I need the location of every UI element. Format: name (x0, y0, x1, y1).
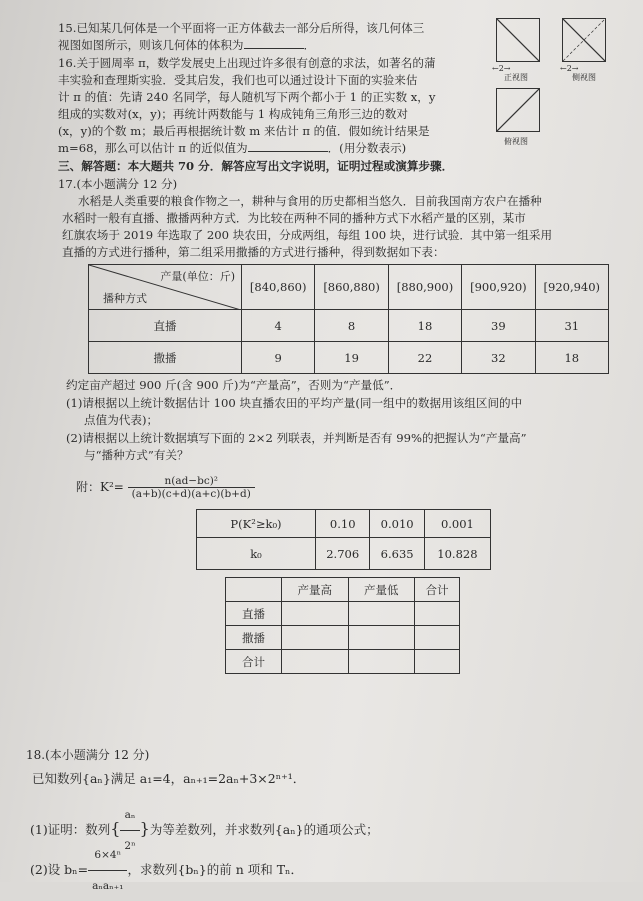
table-cell: 8 (315, 310, 388, 342)
q17-para-3: 红旗农场于 2019 年选取了 200 块农田，分成两组，每组 100 块，进行试验．其中第一组采用 (62, 228, 553, 242)
q16-line-3: 计 π 的值：先请 240 名同学，每人随机写下两个都小于 1 的正实数 x，y (58, 90, 436, 104)
q18-part-1: (1)证明：数列{ $\frac{\text{aₙ}}{\text{2ⁿ}}$ }为等差数列，并求数列{aₙ}的通项公式； (30, 800, 379, 861)
table-header-cell: 产量低 (348, 578, 415, 602)
table-header-cell: 产量高 (282, 578, 349, 602)
empty-cell (348, 650, 415, 674)
row-label: 直播 (89, 310, 242, 342)
contingency-table (225, 577, 460, 674)
table-corner-cell (89, 265, 242, 310)
corner-top-label: 产量(单位：斤) (160, 270, 235, 283)
empty-cell (415, 626, 460, 650)
top-view-caption: 俯视图 (504, 137, 528, 146)
q18-part-1-num: aₙ (120, 800, 139, 831)
q18-part-2-pre: (2)设 bₙ= (30, 862, 89, 877)
q18-part-2 (30, 840, 303, 901)
q18-part-1-pre: (1)证明：数列 (30, 822, 111, 837)
table-cell: 31 (535, 310, 608, 342)
q17-para-2: 水稻时一般有直播、撒播两种方式．为比较在两种不同的播种方式下水稻产量的区别，某市 (62, 211, 526, 225)
table-cell: 2.706 (316, 538, 370, 570)
yield-data-table (88, 264, 609, 374)
row-label: 撒播 (89, 342, 242, 374)
formula-denominator: (a+b)(c+d)(a+c)(b+d) (131, 488, 251, 500)
k-squared-formula (76, 475, 255, 500)
top-view (496, 88, 540, 132)
q17-sub1-line-1: (1)请根据以上统计数据估计 100 块直播农田的平均产量(同一组中的数据用该组区间的中 (66, 396, 523, 410)
p-label: P(K²≥k₀) (197, 510, 316, 538)
front-view (496, 18, 540, 62)
table-cell: 0.10 (316, 510, 370, 538)
table-cell: 6.635 (370, 538, 424, 570)
formula-numerator: n(ad−bc)² (128, 475, 255, 488)
side-view (562, 18, 606, 62)
row-label: 直播 (226, 602, 282, 626)
q17-para-1: 水稻是人类重要的粮食作物之一，耕种与食用的历史都相当悠久．目前我国南方农户在播种 (78, 194, 542, 208)
formula-lead: 附：K²= (76, 480, 124, 494)
empty-cell (348, 602, 415, 626)
q16-line-6 (58, 140, 406, 157)
q17-note: 约定亩产超过 900 斤(含 900 斤)为“产量高”，否则为“产量低”． (66, 378, 402, 392)
q18-part-2-post: ，求数列{bₙ}的前 n 项和 Tₙ． (127, 862, 303, 877)
q15-answer-blank (244, 48, 304, 49)
q16-line-6-tail: ．(用分数表示) (327, 141, 407, 155)
q18-part-2-fraction (88, 840, 127, 901)
q17-heading: 17.(本小题满分 12 分) (58, 177, 178, 191)
q17-sub2-line-1: (2)请根据以上统计数据填写下面的 2×2 列联表，并判断是否有 99%的把握认为“产量高” (66, 431, 527, 445)
table-cell: 9 (242, 342, 315, 374)
formula-fraction (128, 475, 255, 500)
q18-part-2-den: aₙaₙ₊₁ (92, 880, 124, 892)
table-header-cell: 合计 (415, 578, 460, 602)
q17-para-4: 直播的方式进行播种，第二组采用撒播的方式进行播种，得到数据如下表： (62, 245, 445, 259)
q18-part-1-post: 为等差数列，并求数列{aₙ}的通项公式； (149, 822, 379, 837)
side-view-caption: 侧视图 (572, 73, 596, 82)
q15-line-2: 视图如图所示，则该几何体的体积为 ． (58, 38, 316, 52)
row-label: 撒播 (226, 626, 282, 650)
empty-cell (282, 602, 349, 626)
row-label: 合计 (226, 650, 282, 674)
q18-heading: 18.(本小题满分 12 分) (26, 748, 150, 762)
table-row (89, 342, 609, 374)
q18-given: 已知数列{aₙ}满足 a₁=4，aₙ₊₁=2aₙ+3×2ⁿ⁺¹． (32, 771, 306, 786)
table-cell: 0.001 (424, 510, 490, 538)
table-row (226, 650, 460, 674)
table-cell: 4 (242, 310, 315, 342)
table-row (89, 310, 609, 342)
empty-cell (415, 650, 460, 674)
table-header-row (89, 265, 609, 310)
q15-line-1: 15.已知某几何体是一个平面将一正方体截去一部分后所得，该几何体三 (58, 21, 425, 35)
q17-sub1-line-2: 点值为代表)； (84, 413, 159, 427)
empty-cell (415, 602, 460, 626)
table-row (197, 510, 491, 538)
section-3-heading: 三、解答题：本大题共 70 分．解答应写出文字说明，证明过程或演算步骤． (58, 159, 454, 173)
table-header-cell (226, 578, 282, 602)
table-cell: 22 (388, 342, 461, 374)
q17-sub2-line-2: 与“播种方式”有关？ (84, 448, 189, 462)
q16-line-5: (x，y)的个数 m；最后再根据统计数 m 来估计 π 的值．假如统计结果是 (58, 124, 430, 138)
interval-header: [860,880) (315, 265, 388, 310)
q16-line-4: 组成的实数对(x，y)；再统计两数能与 1 构成钝角三角形三边的数对 (58, 107, 408, 121)
corner-bottom-label: 播种方式 (103, 292, 147, 305)
front-view-caption: 正视图 (504, 73, 528, 82)
empty-cell (282, 650, 349, 674)
q16-line-2: 丰实验和查理斯实验．受其启发，我们也可以通过设计下面的实验来估 (58, 73, 418, 87)
q18-part-1-den: 2ⁿ (124, 840, 136, 852)
table-header-row (226, 578, 460, 602)
k-label: k₀ (197, 538, 316, 570)
table-row (226, 602, 460, 626)
empty-cell (348, 626, 415, 650)
three-view-figure (490, 14, 630, 149)
table-row (197, 538, 491, 570)
table-cell: 10.828 (424, 538, 490, 570)
q16-line-6-text: m=68，那么可以估计 π 的近似值为 (58, 141, 248, 155)
interval-header: [880,900) (388, 265, 461, 310)
table-cell: 32 (462, 342, 535, 374)
front-view-dim: ←2→ (492, 64, 511, 73)
table-cell: 0.010 (370, 510, 424, 538)
q18-part-2-num: 6×4ⁿ (88, 840, 127, 871)
q15-line-2-text: 视图如图所示，则该几何体的体积为 (58, 38, 244, 52)
interval-header: [920,940) (535, 265, 608, 310)
side-view-dim: ←2→ (560, 64, 579, 73)
table-cell: 19 (315, 342, 388, 374)
critical-value-table (196, 509, 491, 570)
q16-line-1: 16.关于圆周率 π，数学发展史上出现过许多很有创意的求法，如著名的蒲 (58, 56, 436, 70)
interval-header: [840,860) (242, 265, 315, 310)
empty-cell (282, 626, 349, 650)
table-cell: 39 (462, 310, 535, 342)
q16-answer-blank (248, 151, 328, 152)
table-cell: 18 (535, 342, 608, 374)
interval-header: [900,920) (462, 265, 535, 310)
table-row (226, 626, 460, 650)
table-cell: 18 (388, 310, 461, 342)
